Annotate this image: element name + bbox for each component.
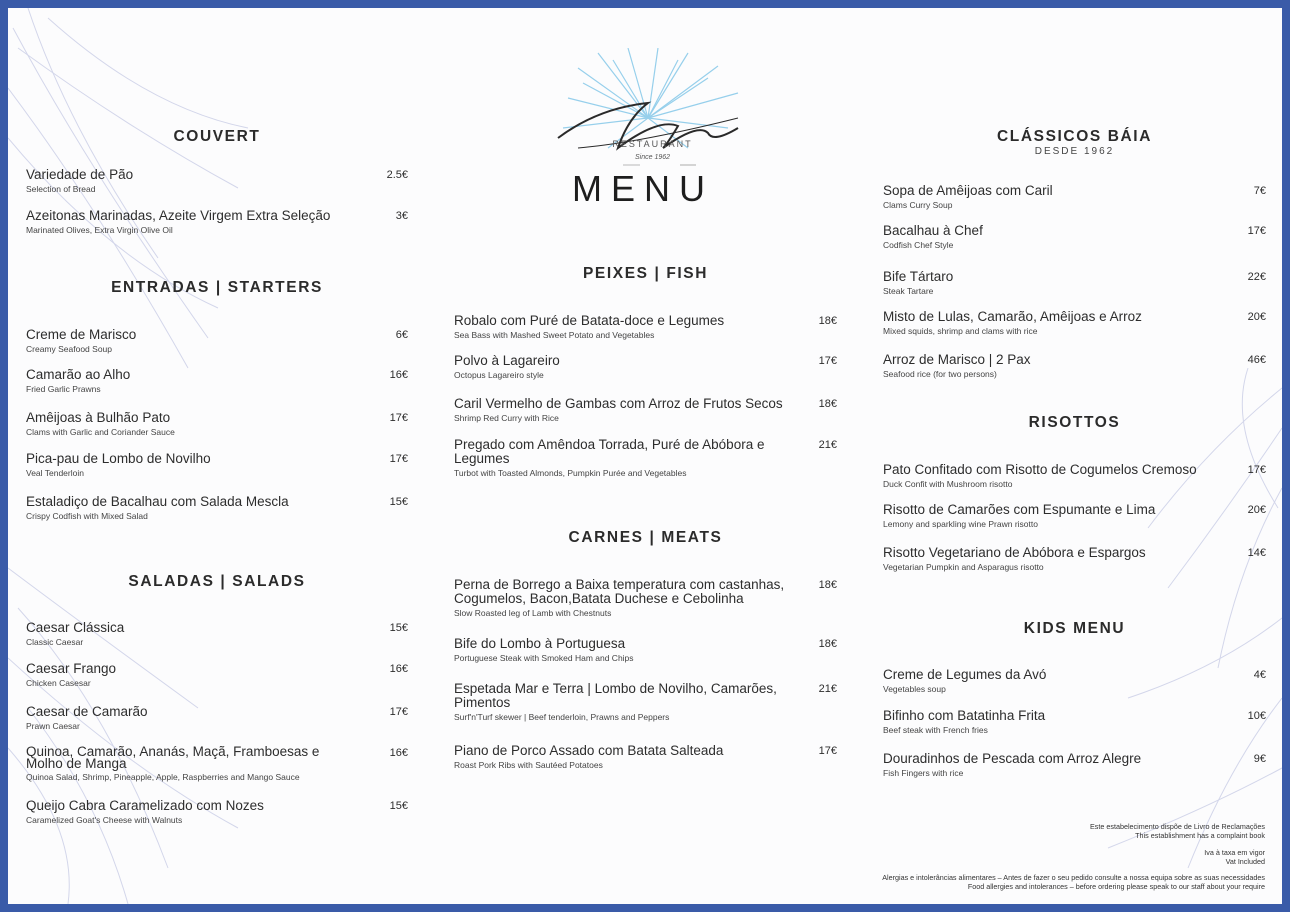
item-description: Turbot with Toasted Almonds, Pumpkin Purée and Vegetables [454, 468, 687, 478]
menu-item [454, 637, 837, 663]
item-price: 17€ [389, 706, 408, 718]
menu-item [26, 799, 408, 825]
item-description: Octopus Lagareiro style [454, 370, 544, 380]
item-description: Beef steak with French fries [883, 725, 988, 735]
item-name: Arroz de Marisco | 2 Pax [883, 352, 1031, 367]
section-title-fish: PEIXES | FISH [582, 265, 709, 282]
item-description: Creamy Seafood Soup [26, 344, 112, 354]
item-price: 16€ [389, 747, 408, 759]
section-title-starters: ENTRADAS | STARTERS [111, 279, 323, 296]
item-price: 3€ [395, 210, 408, 222]
item-description: Lemony and sparkling wine Prawn risotto [883, 519, 1038, 529]
item-description: Crispy Codfish with Mixed Salad [26, 511, 148, 521]
item-description: Veal Tenderloin [26, 468, 84, 478]
item-description: Clams Curry Soup [883, 200, 953, 210]
menu-item [26, 368, 408, 394]
menu-item [883, 310, 1266, 336]
item-name: Risotto Vegetariano de Abóbora e Espargos [883, 545, 1146, 560]
item-name: Creme de Marisco [26, 327, 137, 342]
item-name: Espetada Mar e Terra | Lombo de Novilho, Camarões, Pimentos [454, 681, 777, 710]
menu-item [26, 209, 408, 235]
item-name: Caesar Frango [26, 661, 117, 676]
item-description: Selection of Bread [26, 184, 96, 194]
item-name: Azeitonas Marinadas, Azeite Virgem Extra Seleção [26, 208, 331, 223]
item-price: 9€ [1253, 753, 1266, 765]
menu-item [26, 705, 408, 731]
item-name: Queijo Cabra Caramelizado com Nozes [26, 798, 264, 813]
logo-since: Since 1962 [634, 154, 671, 161]
item-price: 18€ [818, 315, 837, 327]
section-title-kids: KIDS MENU [1023, 620, 1126, 637]
item-price: 17€ [389, 453, 408, 465]
item-price: 6€ [395, 329, 408, 341]
section-title-salads: SALADAS | SALADS [128, 573, 306, 590]
item-price: 15€ [389, 622, 408, 634]
menu-item [883, 546, 1266, 572]
item-description: Fish Fingers with rice [883, 768, 964, 778]
item-name: Pica-pau de Lombo de Novilho [26, 451, 211, 466]
menu-item [454, 397, 837, 423]
menu-item [26, 328, 408, 354]
menu-item [883, 752, 1266, 778]
item-price: 2.5€ [386, 169, 408, 181]
item-price: 15€ [389, 800, 408, 812]
menu-item [26, 411, 408, 437]
item-price: 46€ [1247, 354, 1266, 366]
item-name: Amêijoas à Bulhão Pato [26, 410, 171, 425]
item-name: Variedade de Pão [26, 167, 134, 182]
item-price: 16€ [389, 369, 408, 381]
item-description: Shrimp Red Curry with Rice [454, 413, 559, 423]
item-description: Surf'n'Turf skewer | Beef tenderloin, Prawns and Peppers [454, 712, 670, 722]
item-price: 17€ [1247, 464, 1266, 476]
menu-item [883, 463, 1266, 489]
menu-item [454, 438, 837, 478]
menu-item [26, 621, 408, 647]
item-description: Classic Caesar [26, 637, 84, 647]
item-name: Risotto de Camarões com Espumante e Lima [883, 502, 1156, 517]
item-name: Quinoa, Camarão, Ananás, Maçã, Framboesas e Molho de Manga [26, 744, 320, 771]
item-price: 7€ [1253, 185, 1266, 197]
menu-item [883, 224, 1266, 250]
vat-notice: Iva à taxa em vigor Vat Included [1204, 848, 1265, 866]
item-price: 20€ [1247, 311, 1266, 323]
item-description: Vegetables soup [883, 684, 946, 694]
item-name: Misto de Lulas, Camarão, Amêijoas e Arroz [883, 309, 1142, 324]
section-title-couvert: COUVERT [173, 128, 261, 145]
item-description: Duck Confit with Mushroom risotto [883, 479, 1013, 489]
item-price: 17€ [818, 745, 837, 757]
section-title-meats: CARNES | MEATS [568, 529, 723, 546]
menu-item [454, 354, 837, 380]
item-price: 10€ [1247, 710, 1266, 722]
item-description: Roast Pork Ribs with Sautéed Potatoes [454, 760, 603, 770]
item-name: Bife Tártaro [883, 269, 954, 284]
menu-item [454, 578, 837, 618]
menu-item [883, 184, 1266, 210]
menu-item [26, 168, 408, 194]
item-description: Seafood rice (for two persons) [883, 369, 997, 379]
item-name: Douradinhos de Pescada com Arroz Alegre [883, 751, 1142, 766]
item-name: Camarão ao Alho [26, 367, 131, 382]
item-name: Bife do Lombo à Portuguesa [454, 636, 626, 651]
item-description: Chicken Casesar [26, 678, 91, 688]
item-price: 22€ [1247, 271, 1266, 283]
menu-item [454, 744, 837, 770]
menu-item [883, 503, 1266, 529]
item-price: 21€ [818, 683, 837, 695]
item-name: Sopa de Amêijoas com Caril [883, 183, 1053, 198]
section-subtitle-classics: DESDE 1962 [1034, 146, 1115, 157]
menu-item [454, 314, 837, 340]
item-price: 20€ [1247, 504, 1266, 516]
item-name: Polvo à Lagareiro [454, 353, 560, 368]
item-description: Fried Garlic Prawns [26, 384, 101, 394]
item-name: Pregado com Amêndoa Torrada, Puré de Abóbora e Legumes [454, 437, 765, 466]
item-description: Codfish Chef Style [883, 240, 954, 250]
item-price: 18€ [818, 638, 837, 650]
item-price: 14€ [1247, 547, 1266, 559]
item-description: Clams with Garlic and Coriander Sauce [26, 427, 175, 437]
menu-item [26, 452, 408, 478]
item-price: 18€ [818, 579, 837, 591]
item-name: Creme de Legumes da Avó [883, 667, 1047, 682]
section-title-risottos: RISOTTOS [1028, 414, 1121, 431]
item-name: Bacalhau à Chef [883, 223, 983, 238]
item-name: Robalo com Puré de Batata-doce e Legumes [454, 313, 725, 328]
item-price: 21€ [818, 439, 837, 451]
item-price: 4€ [1253, 669, 1266, 681]
item-price: 17€ [818, 355, 837, 367]
item-price: 16€ [389, 663, 408, 675]
item-description: Mixed squids, shrimp and clams with rice [883, 326, 1038, 336]
item-description: Vegetarian Pumpkin and Asparagus risotto [883, 562, 1044, 572]
menu-item [26, 495, 408, 521]
item-name: Perna de Borrego a Baixa temperatura com castanhas, Cogumelos, Bacon,Batata Duchese e Cebolinha [454, 577, 785, 606]
item-description: Marinated Olives, Extra Virgin Olive Oil [26, 225, 173, 235]
item-price: 17€ [1247, 225, 1266, 237]
item-description: Prawn Caesar [26, 721, 80, 731]
item-price: 15€ [389, 496, 408, 508]
menu-item [26, 662, 408, 688]
item-name: Bifinho com Batatinha Frita [883, 708, 1046, 723]
logo-subtitle: RESTAURANT [612, 139, 693, 149]
item-description: Quinoa Salad, Shrimp, Pineapple, Apple, Raspberries and Mango Sauce [26, 772, 300, 782]
item-name: Caesar de Camarão [26, 704, 148, 719]
item-description: Slow Roasted leg of Lamb with Chestnuts [454, 608, 612, 618]
item-name: Piano de Porco Assado com Batata Salteada [454, 743, 724, 758]
item-description: Steak Tartare [883, 286, 934, 296]
menu-item [883, 668, 1266, 694]
allergy-notice: Alergias e intolerâncias alimentares – Antes de fazer o seu pedido consulte a nossa equipa sobre as suas necessidades Food allergies and intolerances – before ordering please speak to our staff about your require [882, 873, 1265, 891]
item-name: Caesar Clássica [26, 620, 125, 635]
menu-item [883, 353, 1266, 379]
section-title-classics: CLÁSSICOS BÁIA [996, 128, 1153, 145]
item-description: Portuguese Steak with Smoked Ham and Chips [454, 653, 634, 663]
item-description: Caramelized Goat's Cheese with Walnuts [26, 815, 183, 825]
item-price: 18€ [818, 398, 837, 410]
menu-page [8, 8, 1282, 904]
item-description: Sea Bass with Mashed Sweet Potato and Vegetables [454, 330, 655, 340]
complaint-notice: Este estabelecimento dispõe de Livro de Reclamações This establishment has a complaint book [1090, 822, 1265, 840]
menu-title: MENU [572, 168, 714, 209]
menu-item [454, 682, 837, 722]
item-name: Caril Vermelho de Gambas com Arroz de Frutos Secos [454, 396, 783, 411]
item-price: 17€ [389, 412, 408, 424]
menu-item [883, 270, 1266, 296]
menu-item [26, 746, 408, 782]
menu-item [883, 709, 1266, 735]
item-name: Pato Confitado com Risotto de Cogumelos Cremoso [883, 462, 1197, 477]
item-name: Estaladiço de Bacalhau com Salada Mescla [26, 494, 289, 509]
